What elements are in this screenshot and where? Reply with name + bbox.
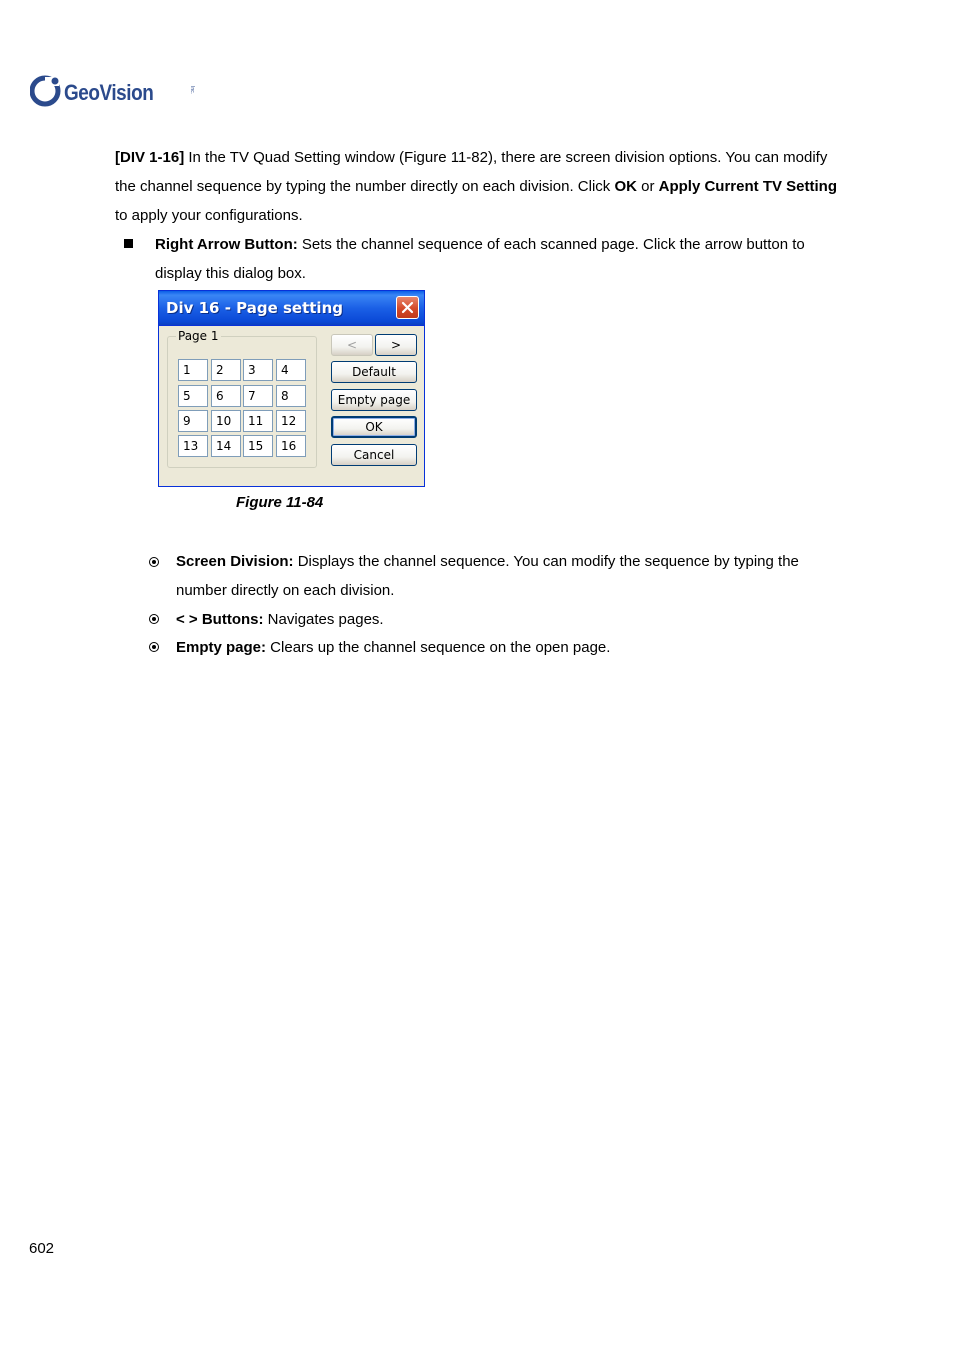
ok-button[interactable]: OK <box>331 416 417 438</box>
division-cell[interactable]: 2 <box>211 359 241 381</box>
division-cell[interactable]: 1 <box>178 359 208 381</box>
item-text: Navigates pages. <box>263 611 384 628</box>
circle-bullet-icon <box>149 614 159 624</box>
intro-text-2: or <box>636 178 659 195</box>
item-lead: Screen Division: <box>176 553 294 570</box>
division-cell[interactable]: 8 <box>276 385 306 407</box>
logo-suffix: Inc. <box>189 86 195 95</box>
geovision-logo <box>30 72 195 112</box>
intro-text-1: In the TV Quad Setting window (Figure 11-82), there are screen division options. You can modify the channel sequence by typing the number directly on each division. Click <box>115 149 828 195</box>
intro-apply: Apply Current TV Setting <box>658 178 837 195</box>
intro-lead: [DIV 1-16] <box>115 149 185 166</box>
cancel-button[interactable]: Cancel <box>331 444 417 466</box>
item-screen-division <box>176 547 846 605</box>
division-cell[interactable]: 7 <box>243 385 273 407</box>
bullet-lead: Right Arrow Button: <box>155 236 298 253</box>
division-cell[interactable]: 10 <box>211 410 241 432</box>
division-cell[interactable]: 4 <box>276 359 306 381</box>
intro-text-3: to apply your configurations. <box>115 207 303 224</box>
dialog-title: Div 16 - Page setting <box>166 299 343 317</box>
item-text: Clears up the channel sequence on the open page. <box>266 639 611 656</box>
page-group <box>167 329 317 468</box>
figure-caption: Figure 11-84 <box>236 494 324 511</box>
page-setting-dialog <box>158 290 425 487</box>
division-cell[interactable]: 11 <box>243 410 273 432</box>
division-cell[interactable]: 13 <box>178 435 208 457</box>
page-group-label: Page 1 <box>178 329 219 343</box>
item-empty-page <box>176 633 846 662</box>
intro-paragraph <box>115 143 845 230</box>
dialog-body <box>165 325 418 480</box>
next-page-button[interactable]: > <box>375 334 417 356</box>
page-number: 602 <box>29 1240 55 1257</box>
item-lead: < > Buttons: <box>176 611 264 628</box>
division-cell[interactable]: 3 <box>243 359 273 381</box>
division-cell[interactable]: 15 <box>243 435 273 457</box>
division-cell[interactable]: 14 <box>211 435 241 457</box>
intro-ok: OK <box>614 178 637 195</box>
circle-bullet-icon <box>149 642 159 652</box>
division-cell[interactable]: 9 <box>178 410 208 432</box>
bullet-text: Sets the channel sequence of each scanned page. Click the arrow button to display this dialog box. <box>155 236 805 282</box>
division-cell[interactable]: 6 <box>211 385 241 407</box>
circle-bullet-icon <box>149 557 159 567</box>
dialog-titlebar[interactable] <box>159 291 424 326</box>
default-button[interactable]: Default <box>331 361 417 383</box>
empty-page-button[interactable]: Empty page <box>331 389 417 411</box>
logo-text: GeoVision <box>64 80 154 105</box>
division-cell[interactable]: 5 <box>178 385 208 407</box>
bullet-right-arrow <box>155 230 845 288</box>
prev-page-button[interactable]: < <box>331 334 373 356</box>
square-bullet-icon <box>124 239 133 248</box>
close-button[interactable] <box>396 296 419 319</box>
division-cell[interactable]: 12 <box>276 410 306 432</box>
close-icon <box>400 300 415 315</box>
division-cell[interactable]: 16 <box>276 435 306 457</box>
item-buttons <box>176 605 846 634</box>
geovision-logo-icon <box>30 74 64 108</box>
item-lead: Empty page: <box>176 639 267 656</box>
item-text: Displays the channel sequence. You can modify the sequence by typing the number directly on each division. <box>176 553 799 599</box>
